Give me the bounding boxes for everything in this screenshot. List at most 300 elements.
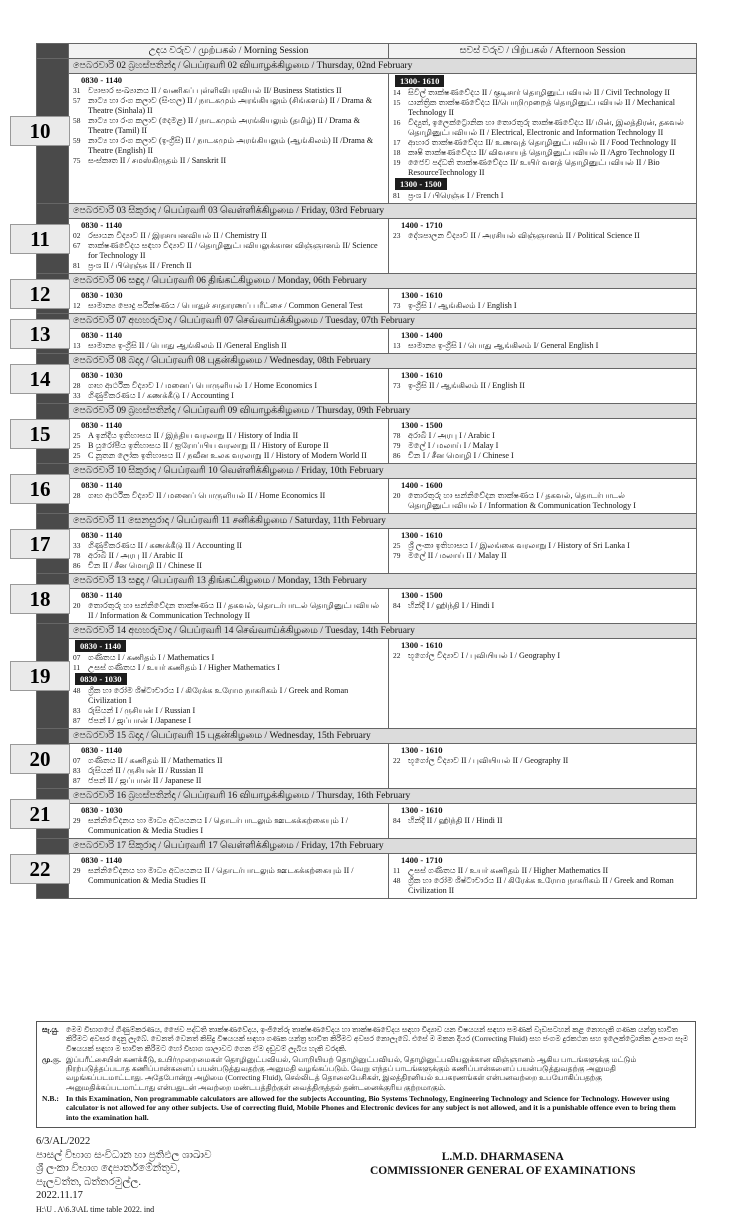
subject-item xyxy=(73,756,384,766)
date-label: පෙබරවාරි 06 සඳුදා / பெப்ரவரி 06 திங்கட்கிழமை / Monday, 06th February xyxy=(69,274,697,289)
subject-name: ගිණුම්කරණය II / கணக்கீடு II / Accounting II xyxy=(88,541,243,550)
subject-item xyxy=(73,816,384,836)
subject-item xyxy=(73,551,384,561)
subject-code: 25 xyxy=(393,541,401,550)
subject-item xyxy=(393,601,692,611)
date-label: පෙබරවාරි 02 බ්‍රහස්පතින්දා / பெப்ரவரி 02 வியாழக்கிழமை / Thursday, 02nd February xyxy=(69,59,697,74)
subject-name: B යුරෝපීය ඉතිහාසය II / ஐரோப்பிய வரலாறு II / History of Europe II xyxy=(88,441,329,450)
subject-name: හින්දි II / ஹிந்தி II / Hindi II xyxy=(408,816,503,825)
session-time: 0830 - 1140 xyxy=(81,745,123,755)
session-time: 0830 - 1140 xyxy=(81,420,123,430)
date-row xyxy=(37,59,697,74)
subject-code: 67 xyxy=(73,241,81,250)
subject-code: 48 xyxy=(73,686,81,695)
signature-block xyxy=(370,1151,636,1178)
afternoon-cell xyxy=(389,289,697,314)
subject-item xyxy=(73,86,384,96)
subject-code: 07 xyxy=(73,653,81,662)
subject-item xyxy=(393,816,692,826)
subject-name: කෘෂි තාක්ෂණවේදය II/ விவசாயத் தொழினுட்பவியல் II /Agro Technology II xyxy=(408,148,675,157)
morning-cell xyxy=(69,329,389,354)
session-row xyxy=(37,479,697,514)
note xyxy=(42,1055,690,1092)
subject-code: 83 xyxy=(73,766,81,775)
subject-name: ග්‍රීක හා රෝම ශිෂ්ටාචාරය II / கிரேக்க உரோம நாகரிகம் II / Greek and Roman Civilization II xyxy=(408,876,674,895)
morning-session-header: උදය වරුව / முற்பகல் / Morning Session xyxy=(69,44,389,59)
session-time: 1400 - 1710 xyxy=(401,220,443,230)
subject-code: 20 xyxy=(393,491,401,500)
subject-item xyxy=(393,191,692,201)
date-row xyxy=(37,839,697,854)
subject-code: 86 xyxy=(393,451,401,460)
subject-item xyxy=(73,96,384,116)
afternoon-cell xyxy=(389,479,697,514)
date-label: පෙබරවාරි 13 සඳුදා / பெப்ரவரி 13 திங்கட்கிழமை / Monday, 13th February xyxy=(69,574,697,589)
subject-name: චීන II / சீன மொழி II / Chinese II xyxy=(88,561,202,570)
date-label: පෙබරවාරි 16 බ්‍රහස්පතින්දා / பெப்ரவரி 16 வியாழக்கிழமை / Thursday, 16th February xyxy=(69,789,697,804)
day-number-cell xyxy=(29,624,69,729)
subject-item xyxy=(73,601,384,621)
subject-code: 25 xyxy=(73,441,81,450)
subject-code: 81 xyxy=(73,261,81,270)
subject-name: නාට්‍ය හා රංග කලාව (සිංහල) II / நாடகமும் அரங்கியலும் (சிங்களம்) II / Drama & Theatre (Sinhala) II xyxy=(88,96,373,115)
date-label: පෙබරවාරි 03 සිකුරාදා / பெப்ரவரி 03 வெள்ளிக்கிழமை / Friday, 03rd February xyxy=(69,204,697,219)
note-label: மு.கு. xyxy=(42,1054,61,1064)
subject-name: තොරතුරු හා සන්නිවේදන තාක්ෂණය I / தகவல், தொடர்பாடல் தொழினுட்பவியல் I / Information & Communication Technology I xyxy=(408,491,636,510)
subject-item xyxy=(73,491,384,501)
subject-name: චීන I / சீன மொழி I / Chinese I xyxy=(408,451,514,460)
subject-name: සිවිල් තාක්ෂණවේදය II / குடிசார் தொழினுட்பவியல் II / Civil Technology II xyxy=(408,88,670,97)
session-row xyxy=(37,854,697,899)
commissioner-name: L.M.D. DHARMASENA xyxy=(441,1151,564,1163)
subject-item xyxy=(73,541,384,551)
afternoon-cell xyxy=(389,639,697,729)
subject-name: තාක්ෂණවේදය සඳහා විද්‍යාව II / தொழினுட்பவியலுக்கான விஞ்ஞானம் II/ Science for Technology II xyxy=(88,241,378,260)
session-row xyxy=(37,369,697,404)
day-number-cell xyxy=(29,314,69,354)
day-number: 15 xyxy=(10,419,70,449)
session-row xyxy=(37,529,697,574)
subject-item xyxy=(393,118,692,138)
subject-code: 11 xyxy=(393,866,401,875)
subject-name: සාමාන්‍ය ඉංග්‍රීසි II / பொது ஆங்கிலம் II /General English II xyxy=(88,341,287,350)
note xyxy=(42,1094,690,1122)
subject-name: A ඉන්දීය ඉතිහාසය II / இந்திய வரலாறு II / History of India II xyxy=(88,431,299,440)
subject-item xyxy=(393,381,692,391)
footer-filename: H:\U . A\6.3\AL time table 2022. ind xyxy=(36,1204,155,1214)
session-time: 1400 - 1710 xyxy=(401,855,443,865)
session-time: 1300 - 1400 xyxy=(401,330,443,340)
subject-name: නාට්‍ය හා රංග කලාව (ඉංග්‍රීසි) II / நாடகமும் அரங்கியலும் (ஆங்கிலம்) II /Drama & Theatre (English) II xyxy=(88,136,374,155)
subject-item xyxy=(73,716,384,726)
subject-item xyxy=(393,341,692,351)
subject-name: රසායන විද්‍යාව II / இரசாயனவியல் II / Chemistry II xyxy=(88,231,267,240)
session-time: 1300 - 1500 xyxy=(401,420,443,430)
afternoon-cell xyxy=(389,529,697,574)
subject-name: ගිණුම්කරණය I / கணக்கீடு I / Accounting I xyxy=(88,391,234,400)
subject-code: 13 xyxy=(393,341,401,350)
subject-code: 87 xyxy=(73,776,81,785)
afternoon-cell xyxy=(389,744,697,789)
subject-name: සංස්කෘත II / சமஸ்கிருதம் II / Sanskrit II xyxy=(88,156,227,165)
note-label: N.B.: xyxy=(42,1094,59,1104)
subject-code: 75 xyxy=(73,156,81,165)
subject-code: 78 xyxy=(393,431,401,440)
day-number: 20 xyxy=(10,744,70,774)
day-number-cell xyxy=(29,354,69,404)
morning-cell xyxy=(69,589,389,624)
date-row xyxy=(37,404,697,419)
subject-name: ප්‍රංශ I / பிரெஞ்சு I / French I xyxy=(408,191,504,200)
subject-item xyxy=(393,98,692,118)
subject-code: 29 xyxy=(73,866,81,875)
subject-item xyxy=(393,451,692,461)
subject-name: ශ්‍රී ලංකා ඉතිහාසය I / இலங்கை வரலாறு I / History of Sri Lanka I xyxy=(408,541,630,550)
subject-code: 25 xyxy=(73,451,81,460)
session-time: 1300 - 1610 xyxy=(401,290,443,300)
subject-item xyxy=(73,156,384,166)
subject-code: 17 xyxy=(393,138,401,147)
subject-item xyxy=(73,261,384,271)
day-number: 12 xyxy=(10,279,70,309)
day-number-cell xyxy=(30,204,69,274)
subject-name: ඉංග්‍රීසි I / ஆங்கிலம் I / English I xyxy=(408,301,517,310)
subject-name: ජපන් I / ஜப்பான் I /Japanese I xyxy=(88,716,192,725)
footer-ref: 6/3/AL/2022 xyxy=(36,1136,91,1147)
date-row xyxy=(37,574,697,589)
subject-item xyxy=(393,231,692,241)
session-time: 1300 - 1610 xyxy=(401,370,443,380)
subject-code: 19 xyxy=(393,158,401,167)
subject-item xyxy=(73,241,384,261)
subject-item xyxy=(73,561,384,571)
afternoon-cell xyxy=(389,219,697,274)
subject-item xyxy=(73,866,384,886)
session-row xyxy=(37,639,697,729)
session-time: 1400 - 1600 xyxy=(401,480,443,490)
subject-item xyxy=(393,491,692,511)
date-row xyxy=(37,729,697,744)
subject-code: 84 xyxy=(393,816,401,825)
footer-address: පැලවත්ත, බත්තරමුල්ල. xyxy=(36,1176,141,1188)
subject-item xyxy=(73,451,384,461)
subject-name: අරාබි I / அரபு I / Arabic I xyxy=(408,431,495,440)
date-row xyxy=(37,354,697,369)
subject-name: භූගෝල විද්‍යාව II / புவியியல் II / Geography II xyxy=(408,756,569,765)
afternoon-cell xyxy=(389,329,697,354)
subject-item xyxy=(393,158,692,178)
subject-item xyxy=(73,441,384,451)
session-header-row xyxy=(37,44,697,59)
subject-name: ගෘහ ආර්ථික විද්‍යාව II / மனைப் பொருளியல் II / Home Economics II xyxy=(88,491,326,500)
footer xyxy=(36,1135,696,1215)
subject-name: හින්දි I / ஹிந்தி I / Hindi I xyxy=(408,601,495,610)
subject-code: 13 xyxy=(73,341,81,350)
day-number-cell xyxy=(29,404,69,464)
subject-name: නාට්‍ය හා රංග කලාව (දෙමළ) II / நாடகமும் அரங்கியலும் (தமிழ்) II / Drama & Theatre (Tamil) II xyxy=(88,116,360,135)
morning-cell xyxy=(69,369,389,404)
subject-name: මලේ I / மலாய் I / Malay I xyxy=(408,441,499,450)
subject-code: 86 xyxy=(73,561,81,570)
day-number-cell xyxy=(29,729,69,789)
subject-item xyxy=(73,381,384,391)
subject-code: 57 xyxy=(73,96,81,105)
subject-code: 29 xyxy=(73,816,81,825)
session-time: 1300 - 1610 xyxy=(401,530,443,540)
subject-code: 22 xyxy=(393,756,401,765)
subject-code: 87 xyxy=(73,716,81,725)
date-row xyxy=(37,789,697,804)
morning-cell xyxy=(69,529,389,574)
subject-code: 07 xyxy=(73,756,81,765)
note-text: In this Examination, Non programmable calculators are allowed for the subjects Accounting, Bio Systems Technology, Engineering Technology and Science for Technology. However using calculator is not allowed for any other subjects. Use of correcting fluid, Mobile Phones and Electronic devices for any subject is not allowed, and it is a punishable offence even to bring them into the examination hall. xyxy=(66,1094,676,1122)
subject-name: සන්නිවේදනය හා මාධ්‍ය අධ්‍යයනය I / தொடர்பாடலும் ஊடகக்கற்கையும் I / Communication & Media Studies I xyxy=(88,816,349,835)
subject-code: 23 xyxy=(393,231,401,240)
subject-code: 25 xyxy=(73,431,81,440)
day-number-cell xyxy=(29,839,69,899)
day-number: 21 xyxy=(10,799,70,829)
footer-date: 2022.11.17 xyxy=(36,1190,83,1201)
subject-name: භූගෝල විද්‍යාව I / புவியியல் I / Geography I xyxy=(408,651,561,660)
subject-code: 79 xyxy=(393,551,401,560)
date-label: පෙබරවාරි 14 අඟහරුවාදා / பெப்ரவரி 14 செவ்வாய்க்கிழமை / Tuesday, 14th February xyxy=(69,624,697,639)
day-number: 17 xyxy=(10,529,70,559)
subject-code: 33 xyxy=(73,391,81,400)
date-label: පෙබරවාරි 11 සෙනසුරාදා / பெப்ரவரி 11 சனிக்கிழமை / Saturday, 11th February xyxy=(69,514,697,529)
session-time: 1300 - 1500 xyxy=(395,178,447,190)
subject-name: යාන්ත්‍රික තාක්ෂණවේදය II/பொறிமுறைத் தொழினுட்பவியல் II / Mechanical Technology II xyxy=(408,98,675,117)
subject-item xyxy=(393,88,692,98)
subject-code: 48 xyxy=(393,876,401,885)
subject-name: උසස් ගණිතය I / உயர் கணிதம் I / Higher Mathematics I xyxy=(88,663,280,672)
subject-code: 12 xyxy=(73,301,81,310)
subject-code: 81 xyxy=(393,191,401,200)
subject-item xyxy=(393,551,692,561)
note-label: සැ.යු. xyxy=(42,1025,59,1034)
subject-name: තොරතුරු හා සන්නිවේදන තාක්ෂණය II / தகவல், தொடர்பாடல் தொழினுட்பவியல் II / Information & Communication Technology II xyxy=(88,601,380,620)
subject-code: 83 xyxy=(73,706,81,715)
session-time: 0830 - 1140 xyxy=(81,480,123,490)
session-row xyxy=(37,804,697,839)
date-label: පෙබරවාරි 17 සිකුරාදා / பெப்ரவரி 17 வெள்ளிக்கிழமை / Friday, 17th February xyxy=(69,839,697,854)
session-time: 1300- 1610 xyxy=(395,75,444,87)
subject-code: 31 xyxy=(73,86,81,95)
session-time: 0830 - 1030 xyxy=(81,290,123,300)
subject-name: දේශපාලන විද්‍යාව II / அரசியல் விஞ்ஞானம் II / Political Science II xyxy=(408,231,640,240)
afternoon-cell xyxy=(389,804,697,839)
note-text: இப்பரீட்சையின் கணக்கீடு, உயிர்முறைமைகள் தொழினுட்பவியல், பொறியியற் தொழினுட்பவியல், தொழினுட்பவியலுக்கான விஞ்ஞானம் ஆகிய பாடங்களுக்கு மட்டும் நிரற்படுத்தப்படாத கணிப்பான்களைப் பயன்படுத்துவதற்கு அனுமதி வழங்கப்படும். வேறு எந்தப் பாடங்களுக்கும் கணிப்பான்களைப் பயன்படுத்துவதற்கு அனுமதி வழங்கப்படமாட்டாது. அதேபோன்று அழிமை (Correcting Fluid), செல்லிடத் தொலைபேசிகள், இலத்திரனியல் உபகரணங்கள் என்பனவற்றை உபயோகிப்பதற்கு அனுமதிக்கப்படமாட்டாது என்பதுடன் அவற்றை மண்டபத்திற்குள் வைத்திருத்தல் தண்டனைக்குரிய குற்றமாகும். xyxy=(66,1054,637,1092)
session-time: 0830 - 1140 xyxy=(75,640,126,652)
date-label: පෙබරවාරි 10 සිකුරාදා / பெப்ரவரி 10 வெள்ளிக்கிழமை / Friday, 10th February xyxy=(69,464,697,479)
day-number-cell xyxy=(29,274,69,314)
subject-item xyxy=(393,866,692,876)
subject-item xyxy=(73,431,384,441)
day-number-cell xyxy=(29,574,69,624)
day-number-cell xyxy=(29,514,69,574)
afternoon-cell xyxy=(389,854,697,899)
afternoon-session-header: සවස් වරුව / பிற்பகல் / Afternoon Session xyxy=(389,44,697,59)
session-time: 0830 - 1140 xyxy=(81,75,123,85)
subject-name: මලේ II / மலாய் II / Malay II xyxy=(408,551,507,560)
subject-item xyxy=(73,653,384,663)
subject-item xyxy=(393,148,692,158)
session-time: 0830 - 1140 xyxy=(81,590,123,600)
morning-cell xyxy=(69,419,389,464)
subject-name: ජෛව පද්ධති තාක්ෂණවේදය II/ உயிர் வளத் தொழினுட்பவியல் II / Bio ResourceTechnology II xyxy=(408,158,660,177)
subject-item xyxy=(73,136,384,156)
subject-name: උසස් ගණිතය II / உயர் கணிதம் II / Higher Mathematics II xyxy=(408,866,609,875)
subject-code: 84 xyxy=(393,601,401,610)
subject-code: 79 xyxy=(393,441,401,450)
session-time: 0830 - 1030 xyxy=(81,370,123,380)
subject-item xyxy=(73,391,384,401)
day-number: 14 xyxy=(10,364,70,394)
subject-item xyxy=(73,231,384,241)
subject-name: ආහාර තාක්ෂණවේදය II/ உணவுத் தொழினுட்பவியல் II / Food Technology II xyxy=(408,138,677,147)
day-number: 18 xyxy=(10,584,70,614)
date-label: පෙබරවාරි 07 අඟහරුවාදා / பெப்ரவரி 07 செவ்வாய்க்கிழமை / Tuesday, 07th February xyxy=(69,314,697,329)
day-number-cell xyxy=(29,789,69,839)
subject-item xyxy=(73,686,384,706)
subject-item xyxy=(73,341,384,351)
session-row xyxy=(37,289,697,314)
session-row xyxy=(37,329,697,354)
morning-cell xyxy=(69,479,389,514)
subject-name: ගෘහ ආර්ථික විද්‍යාව I / மனைப் பொருளியல் I / Home Economics I xyxy=(88,381,318,390)
subject-code: 28 xyxy=(73,491,81,500)
subject-code: 20 xyxy=(73,601,81,610)
subject-name: සාමාන්‍ය පොදු පරීක්ෂණය / பொதுச் சாதாரணப் பரீட்சை / Common General Test xyxy=(88,301,363,310)
day-number: 11 xyxy=(10,224,70,254)
subject-code: 58 xyxy=(73,116,81,125)
subject-name: ගණිතය I / கணிதம் I / Mathematics I xyxy=(88,653,215,662)
subject-item xyxy=(73,766,384,776)
timetable xyxy=(29,43,697,899)
day-number: 22 xyxy=(10,854,70,884)
subject-item xyxy=(73,663,384,673)
subject-name: රුසියන් II / ருசியன் II / Russian II xyxy=(88,766,204,775)
subject-name: C නූතන ලෝක ඉතිහාසය II / நவீன உலக வரலாறு II / History of Modern World II xyxy=(88,451,367,460)
subject-name: රුසියන් I / ருசியன் I / Russian I xyxy=(88,706,196,715)
date-row xyxy=(37,464,697,479)
session-row xyxy=(37,74,697,204)
subject-name: අරාබි II / அரபு II / Arabic II xyxy=(88,551,184,560)
header-corner xyxy=(37,44,69,59)
subject-name: සාමාන්‍ය ඉංග්‍රීසි I / பொது ஆங்கிலம் I/ General English I xyxy=(408,341,599,350)
subject-name: ව්‍යාපාර සංඛ්‍යානය II / வணிகப் புள்ளிவிபரவியல் II/ Business Statistics II xyxy=(88,86,342,95)
date-row xyxy=(37,274,697,289)
session-time: 1300 - 1610 xyxy=(401,745,443,755)
subject-code: 33 xyxy=(73,541,81,550)
date-row xyxy=(37,514,697,529)
session-time: 0830 - 1140 xyxy=(81,855,123,865)
subject-name: ගණිතය II / கணிதம் II / Mathematics II xyxy=(88,756,223,765)
day-number-cell xyxy=(29,464,69,514)
subject-name: විද්‍යුත්, ඉලෙක්ට්‍රොනික හා තොරතුරු තාක්ෂණවේදය II/ மின், இலத்திரன், தகவல் தொழினுட்பவியல் II / Electrical, Electronic and Information Technology II xyxy=(408,118,684,137)
session-row xyxy=(37,589,697,624)
footer-department: ශ්‍රී ලංකා විභාග දෙපාර්තමේන්තුව, xyxy=(36,1163,180,1174)
afternoon-cell xyxy=(389,419,697,464)
subject-item xyxy=(73,776,384,786)
subject-code: 15 xyxy=(393,98,401,107)
afternoon-cell xyxy=(389,74,697,204)
day-number: 19 xyxy=(10,661,70,691)
date-label: පෙබරවාරි 08 බදාදා / பெப்ரவரி 08 புதன்கிழமை / Wednesday, 08th February xyxy=(69,354,697,369)
session-time: 0830 - 1140 xyxy=(81,530,123,540)
subject-code: 18 xyxy=(393,148,401,157)
day-number: 13 xyxy=(10,319,70,349)
subject-item xyxy=(393,876,692,896)
subject-code: 16 xyxy=(393,118,401,127)
footer-branch: පාසල් විභාග සංවිධාන හා ප්‍රතිඵල ශාඛාව xyxy=(36,1149,212,1161)
session-time: 0830 - 1030 xyxy=(81,805,123,815)
subject-item xyxy=(393,441,692,451)
day-number: 16 xyxy=(10,474,70,504)
session-row xyxy=(37,419,697,464)
session-time: 1300 - 1500 xyxy=(401,590,443,600)
subject-code: 73 xyxy=(393,381,401,390)
morning-cell xyxy=(69,744,389,789)
date-row xyxy=(37,204,697,219)
subject-item xyxy=(73,706,384,716)
commissioner-title: COMMISSIONER GENERAL OF EXAMINATIONS xyxy=(370,1164,636,1177)
session-time: 1300 - 1610 xyxy=(401,640,443,650)
subject-code: 22 xyxy=(393,651,401,660)
subject-code: 73 xyxy=(393,301,401,310)
afternoon-cell xyxy=(389,589,697,624)
morning-cell xyxy=(69,219,389,274)
morning-cell xyxy=(69,804,389,839)
subject-item xyxy=(393,541,692,551)
morning-cell xyxy=(69,854,389,899)
note xyxy=(42,1025,690,1053)
subject-name: ඉංග්‍රීසි II / ஆங்கிலம் II / English II xyxy=(408,381,525,390)
subject-item xyxy=(393,431,692,441)
subject-name: ජපන් II / ஜப்பான் II / Japanese II xyxy=(88,776,202,785)
day-number-cell xyxy=(29,59,69,204)
subject-code: 28 xyxy=(73,381,81,390)
date-label: පෙබරවාරි 09 බ්‍රහස්පතින්දා / பெப்ரவரி 09 வியாழக்கிழமை / Thursday, 09th February xyxy=(69,404,697,419)
subject-item xyxy=(393,301,692,311)
subject-code: 02 xyxy=(73,231,81,240)
subject-item xyxy=(393,756,692,766)
date-label: පෙබරවාරි 15 බදාදා / பெப்ரவரி 15 புதன்கிழமை / Wednesday, 15th February xyxy=(69,729,697,744)
notes-box xyxy=(36,1021,696,1128)
subject-name: සන්නිවේදනය හා මාධ්‍ය අධ්‍යයනය II / தொடர்பாடலும் ஊடகக்கற்கையும் II / Communication & Media Studies II xyxy=(88,866,354,885)
subject-code: 59 xyxy=(73,136,81,145)
session-time: 0830 - 1140 xyxy=(81,330,123,340)
subject-item xyxy=(73,301,384,311)
morning-cell xyxy=(69,289,389,314)
subject-code: 11 xyxy=(73,663,81,672)
afternoon-cell xyxy=(389,369,697,404)
session-time: 0830 - 1140 xyxy=(81,220,123,230)
session-time: 0830 - 1030 xyxy=(75,673,127,685)
subject-code: 78 xyxy=(73,551,81,560)
footer-left xyxy=(36,1135,212,1216)
subject-name: ග්‍රීක හා රෝම ශිෂ්ටාචාරය I / கிரேக்க உரோம நாகரிகம் I / Greek and Roman Civilization I xyxy=(88,686,349,705)
session-row xyxy=(37,219,697,274)
session-row xyxy=(37,744,697,789)
subject-name: ප්‍රංශ II / பிரெஞ்சு II / French II xyxy=(88,261,192,270)
date-row xyxy=(37,624,697,639)
subject-item xyxy=(393,138,692,148)
subject-item xyxy=(73,116,384,136)
subject-code: 14 xyxy=(393,88,401,97)
session-time: 1300 - 1610 xyxy=(401,805,443,815)
date-row xyxy=(37,314,697,329)
morning-cell xyxy=(69,639,389,729)
